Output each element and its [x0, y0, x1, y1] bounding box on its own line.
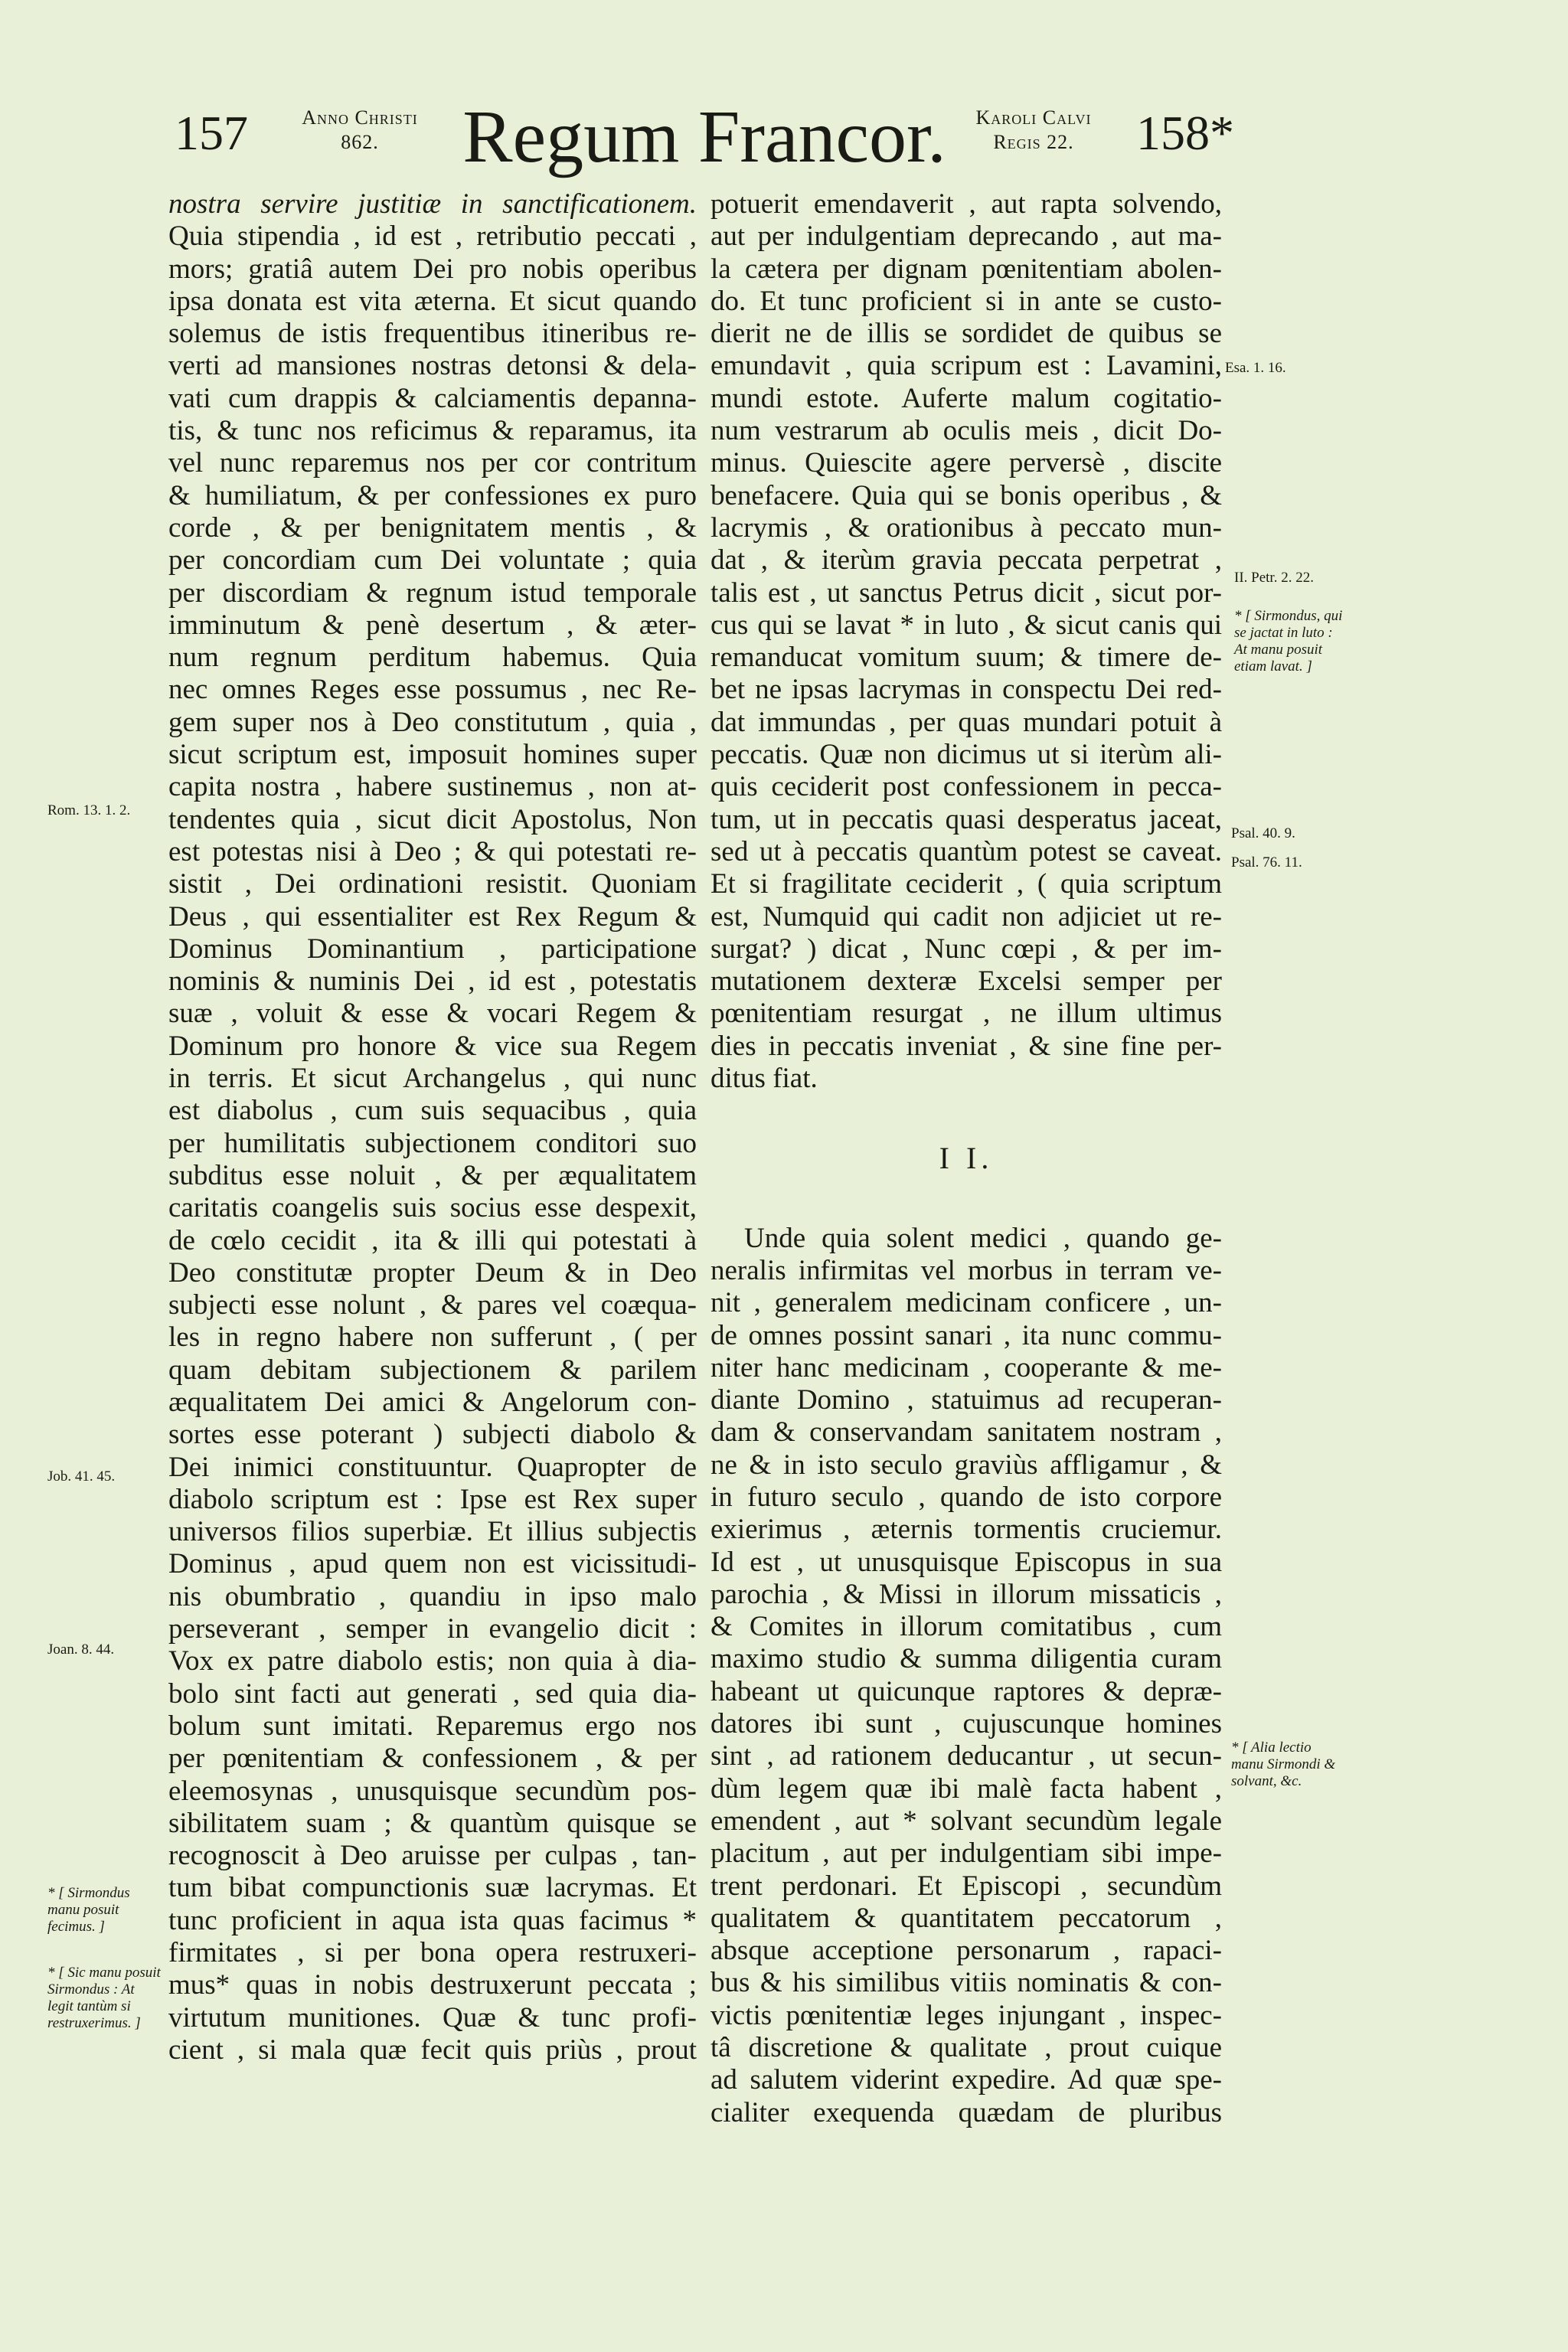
year-caption — [276, 106, 444, 155]
text-line: & humiliatum, & per confessiones ex puro — [168, 479, 697, 511]
text-line: peccatis. Quæ non dicimus ut si iterùm ali- — [710, 739, 1222, 771]
text-line: benefacere. Quia qui se bonis operibus , & — [710, 479, 1222, 511]
text-line: dies in peccatis inveniat , & sine fine per- — [710, 1030, 1222, 1062]
text-line: Et si fragilitate ceciderit , ( quia scriptum — [710, 868, 1222, 900]
text-line: emundavit , quia scripum est : Lavamini, — [710, 350, 1222, 382]
text-line: firmitates , si per bona opera restruxeri- — [168, 1937, 697, 1969]
text-line: tâ discretione & qualitate , prout cuique — [710, 2032, 1222, 2064]
text-line: suæ , voluit & esse & vocari Regem & — [168, 998, 697, 1030]
margin-note-esa: Esa. 1. 16. — [1225, 360, 1286, 376]
year-caption-top: Anno Christi — [302, 106, 418, 129]
text-line: ipsa donata est vita æterna. Et sicut quando — [168, 285, 697, 317]
text-line: cialiter exequenda quædam de pluribus — [710, 2096, 1222, 2128]
text-line: ne & in isto seculo graviùs affligamur , & — [710, 1449, 1222, 1481]
text-line: parochia , & Missi in illorum missaticis , — [710, 1578, 1222, 1610]
reign-caption — [942, 106, 1125, 155]
text-line: vati cum drappis & calciamentis depanna- — [168, 382, 697, 414]
text-line: Id est , ut unusquisque Episcopus in sua — [710, 1546, 1222, 1578]
text-line: lacrymis , & orationibus à peccato mun- — [710, 511, 1222, 544]
text-line: surgat? ) dicat , Nunc cœpi , & per im- — [710, 933, 1222, 965]
text-line: quam debitam subjectionem & parilem — [168, 1354, 697, 1386]
text-line: dat , & iterùm gravia peccata perpetrat , — [710, 544, 1222, 577]
text-line: sibilitatem suam ; & quantùm quisque se — [168, 1807, 697, 1839]
page-number-right: 158* — [1136, 106, 1234, 160]
text-line: æqualitatem Dei amici & Angelorum con- — [168, 1386, 697, 1418]
text-line: verti ad mansiones nostras detonsi & dela- — [168, 350, 697, 382]
margin-note-alia: * [ Alia lectio manu Sirmondi & solvant, &c. — [1231, 1740, 1336, 1789]
text-line: sortes esse poterant ) subjecti diabolo & — [168, 1419, 697, 1451]
text-line: la cætera per dignam pœnitentiam abolen- — [710, 253, 1222, 285]
margin-note-psal-2: Psal. 76. 11. — [1231, 854, 1302, 871]
text-line: nec omnes Reges esse possumus , nec Re- — [168, 674, 697, 706]
text-line: emendent , aut * solvant secundùm legale — [710, 1805, 1222, 1837]
text-line: do. Et tunc proficient si in ante se custo- — [710, 285, 1222, 317]
page-title: Regum Francor. — [462, 96, 946, 178]
text-line: num regnum perditum habemus. Quia — [168, 642, 697, 674]
text-line: Quia stipendia , id est , retributio peccati , — [168, 220, 697, 253]
paragraph-gap — [710, 1095, 1222, 1142]
text-line: mors; gratiâ autem Dei pro nobis operibus — [168, 253, 697, 285]
text-line: caritatis coangelis suis socius esse despexit, — [168, 1192, 697, 1224]
text-line: nominis & numinis Dei , id est , potestatis — [168, 965, 697, 998]
text-line: aut per indulgentiam deprecando , aut ma- — [710, 220, 1222, 253]
text-line: subjecti esse nolunt , & pares vel coæqua- — [168, 1289, 697, 1321]
text-line: datores ibi sunt , cujuscunque homines — [710, 1708, 1222, 1740]
text-line: tum, ut in peccatis quasi desperatus jaceat, — [710, 803, 1222, 835]
text-line: vel nunc reparemus nos per cor contritum — [168, 447, 697, 479]
text-line: maximo studio & summa diligentia curam — [710, 1643, 1222, 1675]
text-line: trent perdonari. Et Episcopi , secundùm — [710, 1870, 1222, 1902]
text-line: neralis infirmitas vel morbus in terram ve- — [710, 1254, 1222, 1286]
text-line: Deo constitutæ propter Deum & in Deo — [168, 1256, 697, 1289]
text-line: sistit , Dei ordinationi resistit. Quoniam — [168, 868, 697, 900]
text-line: nis obumbratio , quandiu in ipso malo — [168, 1580, 697, 1612]
text-line: mundi estote. Auferte malum cogitatio- — [710, 382, 1222, 414]
text-line: imminutum & penè desertum , & æter- — [168, 609, 697, 641]
text-line: gem super nos à Deo constitutum , quia , — [168, 706, 697, 738]
reign-caption-bottom: Regis 22. — [993, 131, 1074, 153]
text-line: est diabolus , cum suis sequacibus , quia — [168, 1095, 697, 1127]
text-line: perseverant , semper in evangelio dicit : — [168, 1613, 697, 1645]
text-line: remanducat vomitum suum; & timere de- — [710, 642, 1222, 674]
margin-note-sirmond-2: * [ Sic manu posuit Sirmondus : At legit tantùm si restruxerimus. ] — [47, 1965, 161, 2031]
text-line: placitum , aut per indulgentiam sibi impe- — [710, 1838, 1222, 1870]
text-line: talis est , ut sanctus Petrus dicit , sicut por- — [710, 577, 1222, 609]
reign-caption-top: Karoli Calvi — [975, 106, 1092, 129]
text-line: dùm legem quæ ibi malè facta habent , — [710, 1772, 1222, 1805]
margin-note-rom: Rom. 13. 1. 2. — [47, 802, 131, 818]
text-line: niter hanc medicinam , cooperante & me- — [710, 1351, 1222, 1383]
text-line: les in regno habere non sufferunt , ( per — [168, 1321, 697, 1354]
text-line: Dominum pro honore & vice sua Regem — [168, 1030, 697, 1062]
text-line: universos filios superbiæ. Et illius subjectis — [168, 1516, 697, 1548]
margin-note-sirmond-1: * [ Sirmondus manu posuit fecimus. ] — [47, 1885, 130, 1935]
left-text-column — [168, 188, 697, 2066]
text-line: in futuro seculo , quando de isto corpore — [710, 1481, 1222, 1513]
text-line: mus* quas in nobis destruxerunt peccata ; — [168, 1969, 697, 2001]
text-line: diabolo scriptum est : Ipse est Rex super — [168, 1483, 697, 1515]
text-line: ad salutem viderint expedire. Ad quæ spe- — [710, 2064, 1222, 2096]
text-line: potuerit emendaverit , aut rapta solvendo, — [710, 188, 1222, 220]
text-line: de cœlo cecidit , ita & illi qui potestati à — [168, 1224, 697, 1256]
text-line: est potestas nisi à Deo ; & qui potestati re- — [168, 835, 697, 867]
text-line: habeant ut quicunque raptores & depræ- — [710, 1675, 1222, 1707]
text-line: Dei inimici constituuntur. Quapropter de — [168, 1451, 697, 1483]
text-line: recognoscit à Deo aruisse per culpas , tan- — [168, 1840, 697, 1872]
text-line: sicut scriptum est, imposuit homines super — [168, 739, 697, 771]
text-line: Unde quia solent medici , quando ge- — [744, 1222, 1222, 1254]
year-caption-bottom: 862. — [341, 131, 379, 153]
text-line: nostra servire justitiæ in sanctificationem. — [168, 188, 697, 220]
text-line: diante Domino , statuimus ad recuperan- — [710, 1384, 1222, 1416]
text-line: cient , si mala quæ fecit quis priùs , prout — [168, 2034, 697, 2066]
running-header — [0, 96, 1568, 178]
text-line: dam & conservandam sanitatem nostram , — [710, 1416, 1222, 1449]
text-line: I I. — [939, 1141, 994, 1176]
text-line: de omnes possint sanari , ita nunc commu- — [710, 1319, 1222, 1351]
text-line: absque acceptione personarum , rapaci- — [710, 1935, 1222, 1967]
text-line: tum bibat compunctionis suæ lacrymas. Et — [168, 1872, 697, 1904]
text-line: Vox ex patre diabolo estis; non quia à dia- — [168, 1645, 697, 1677]
text-line: exierimus , æternis tormentis cruciemur. — [710, 1514, 1222, 1546]
text-line: victis pœnitentiæ leges injungant , inspec- — [710, 1999, 1222, 2031]
text-line: cus qui se lavat * in luto , & sicut canis qui — [710, 609, 1222, 641]
text-line: per humilitatis subjectionem conditori suo — [168, 1127, 697, 1159]
text-line: per discordiam & regnum istud temporale — [168, 577, 697, 609]
text-line: tendentes quia , sicut dicit Apostolus, Non — [168, 803, 697, 835]
margin-note-psal-1: Psal. 40. 9. — [1231, 825, 1295, 841]
text-line: num vestrarum ab oculis meis , dicit Do- — [710, 415, 1222, 447]
text-line: bolum sunt imitati. Reparemus ergo nos — [168, 1710, 697, 1742]
text-line: per pœnitentiam & confessionem , & per — [168, 1743, 697, 1775]
text-line: dat immundas , per quas mundari potuit à — [710, 706, 1222, 738]
text-line: subditus esse noluit , & per æqualitatem — [168, 1159, 697, 1191]
text-line: capita nostra , habere sustinemus , non at- — [168, 771, 697, 803]
text-line: qualitatem & quantitatem peccatorum , — [710, 1902, 1222, 1934]
text-line: sed ut à peccatis quantùm potest se caveat. — [710, 835, 1222, 867]
page-number-left: 157 — [175, 106, 248, 160]
text-line: bus & his similibus vitiis nominatis & con- — [710, 1967, 1222, 1999]
text-line: bet ne ipsas lacrymas in conspectu Dei red- — [710, 674, 1222, 706]
text-line: & Comites in illorum comitatibus , cum — [710, 1611, 1222, 1643]
text-line: solemus de istis frequentibus itineribus re- — [168, 318, 697, 350]
text-line: dierit ne de illis se sordidet de quibus se — [710, 318, 1222, 350]
text-line: tis, & tunc nos reficimus & reparamus, ita — [168, 415, 697, 447]
margin-note-sirmond-3: * [ Sirmondus, qui se jactat in luto : At manu posuit etiam lavat. ] — [1234, 608, 1343, 675]
text-line: pœnitentiam resurgat , ne illum ultimus — [710, 998, 1222, 1030]
text-line: eleemosynas , unusquisque secundùm pos- — [168, 1775, 697, 1807]
text-line: Dominus , apud quem non est vicissitudi- — [168, 1548, 697, 1580]
text-line: tunc proficient in aqua ista quas facimus * — [168, 1904, 697, 1936]
margin-note-joan: Joan. 8. 44. — [47, 1642, 115, 1658]
margin-note-job: Job. 41. 45. — [47, 1468, 116, 1485]
text-line: Deus , qui essentialiter est Rex Regum & — [168, 900, 697, 933]
right-text-column — [710, 188, 1222, 2129]
paragraph-gap — [710, 1175, 1222, 1223]
text-line: mutationem dexteræ Excelsi semper per — [710, 965, 1222, 998]
text-line: Dominus Dominantium , participatione — [168, 933, 697, 965]
text-line: in terris. Et sicut Archangelus , qui nunc — [168, 1063, 697, 1095]
text-line: ditus fiat. — [710, 1063, 818, 1095]
text-line: nit , generalem medicinam conficere , un- — [710, 1287, 1222, 1319]
text-line: est, Numquid qui cadit non adjiciet ut re- — [710, 900, 1222, 933]
text-line: quis ceciderit post confessionem in pecca- — [710, 771, 1222, 803]
text-line: minus. Quiescite agere perversè , discite — [710, 447, 1222, 479]
margin-note-petr: II. Petr. 2. 22. — [1234, 570, 1314, 586]
text-line: virtutum munitiones. Quæ & tunc profi- — [168, 2001, 697, 2034]
text-line: corde , & per benignitatem mentis , & — [168, 511, 697, 544]
text-line: bolo sint facti aut generati , sed quia dia- — [168, 1677, 697, 1710]
text-line: per concordiam cum Dei voluntate ; quia — [168, 544, 697, 577]
text-line: sint , ad rationem deducantur , ut secun- — [710, 1740, 1222, 1772]
